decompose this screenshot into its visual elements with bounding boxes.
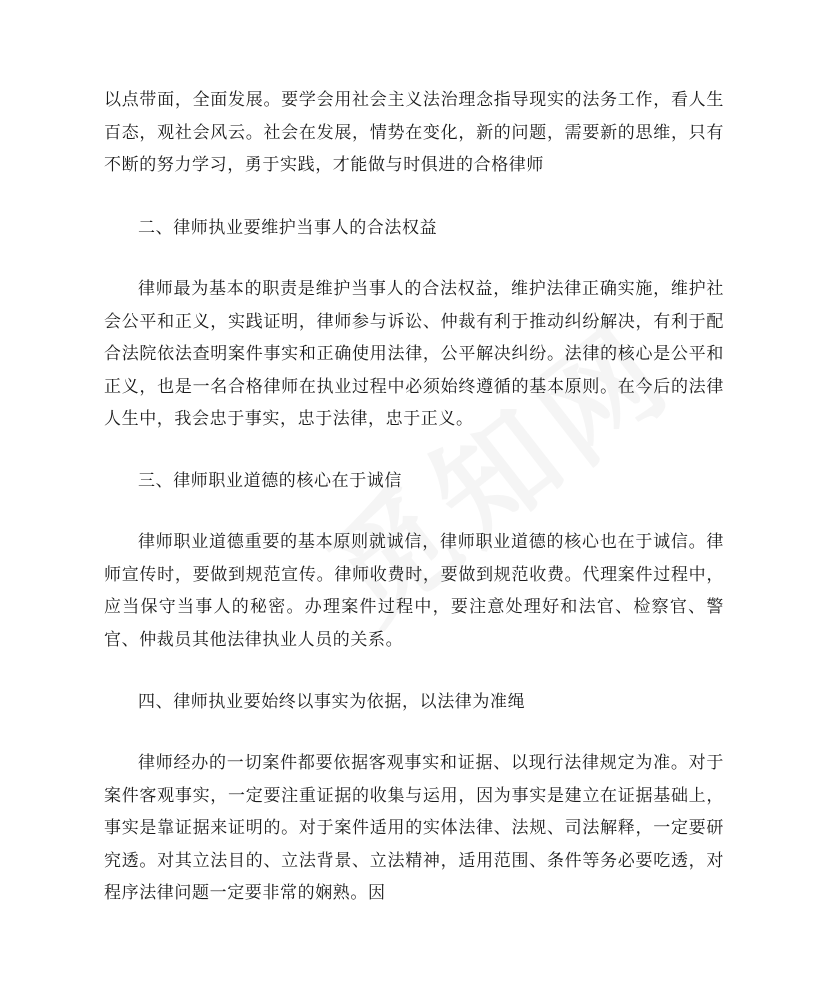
section-heading-3: 三、律师职业道德的核心在于诚信 <box>138 471 402 491</box>
paragraph-section-4: 律师经办的一切案件都要依据客观事实和证据、以现行法律规定为准。对于案件客观事实，一定要注重证据的收集与运用，因为事实是建立在证据基础上，事实是靠证据来证明的。对于案件适用的实体法律、法规、司法解释，一定要研究透。对其立法目的、立法背景、立法精神，适用范围、条件等务必要吃透，对程序法律问题一定要非常的娴熟。因 <box>104 753 724 903</box>
paragraph-section-2: 律师最为基本的职责是维护当事人的合法权益，维护法律正确实施，维护社会公平和正义，实践证明，律师参与诉讼、仲裁有利于推动纠纷解决，有利于配合法院依法查明案件事实和正确使用法律，公平解决纠纷。法律的核心是公平和正义，也是一名合格律师在执业过程中必须始终遵循的基本原则。在今后的法律人生中，我会忠于事实，忠于法律，忠于正义。 <box>104 279 724 429</box>
paragraph-section-3: 律师职业道德重要的基本原则就诚信，律师职业道德的核心也在于诚信。律师宣传时，要做到规范宣传。律师收费时，要做到规范收费。代理案件过程中，应当保守当事人的秘密。办理案件过程中，要注意处理好和法官、检察官、警官、仲裁员其他法律执业人员的关系。 <box>104 532 724 650</box>
paragraph-intro: 以点带面，全面发展。要学会用社会主义法治理念指导现实的法务工作，看人生百态，观社会风云。社会在发展，情势在变化，新的问题，需要新的思维，只有不断的努力学习，勇于实践，才能做与时俱进的合格律师 <box>104 90 724 175</box>
section-heading-4: 四、律师执业要始终以事实为依据，以法律为准绳 <box>138 692 526 712</box>
section-heading-2: 二、律师执业要维护当事人的合法权益 <box>138 218 438 238</box>
